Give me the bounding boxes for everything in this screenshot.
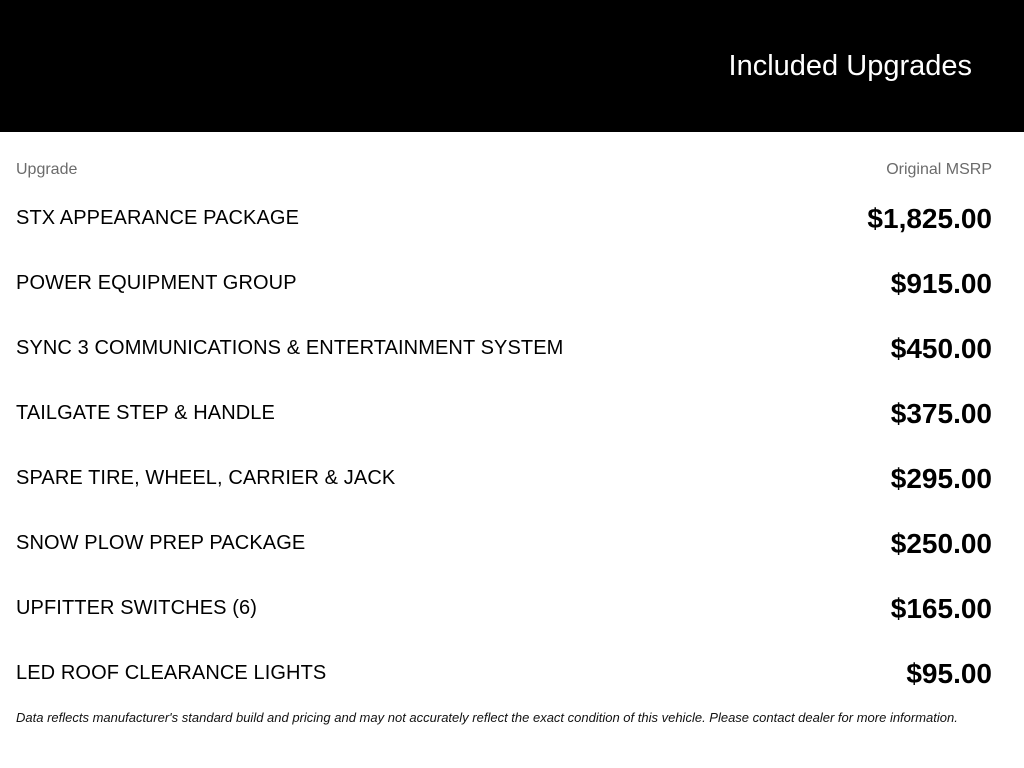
upgrade-price: $450.00 [890,332,992,364]
upgrade-name: POWER EQUIPMENT GROUP [16,272,297,294]
upgrade-name: STX APPEARANCE PACKAGE [16,207,300,229]
table-body [16,186,992,706]
column-header-msrp: Original MSRP [886,161,992,178]
table-row [16,316,992,381]
table-header [16,158,992,182]
upgrade-price: $1,825.00 [867,202,992,234]
page-title: Included Upgrades [728,50,972,82]
upgrades-table [0,158,1024,725]
table-row [16,576,992,641]
upgrade-price: $295.00 [890,462,992,494]
upgrade-price: $165.00 [890,592,992,624]
table-row [16,186,992,251]
upgrade-price: $915.00 [890,267,992,299]
upgrade-name: TAILGATE STEP & HANDLE [16,402,275,424]
table-row [16,641,992,706]
upgrade-name: SNOW PLOW PREP PACKAGE [16,532,306,554]
column-header-upgrade: Upgrade [16,161,78,178]
disclaimer-text: Data reflects manufacturer's standard build and pricing and may not accurately reflect the exact condition of this vehicle. Please contact dealer for more information. [16,710,958,725]
table-row [16,381,992,446]
upgrade-name: SYNC 3 COMMUNICATIONS & ENTERTAINMENT SYSTEM [16,337,564,359]
upgrade-name: LED ROOF CLEARANCE LIGHTS [16,662,327,684]
upgrade-name: UPFITTER SWITCHES (6) [16,597,257,619]
upgrade-price: $250.00 [890,527,992,559]
upgrade-price: $95.00 [906,657,992,689]
header-banner [0,0,1024,132]
upgrade-price: $375.00 [890,397,992,429]
table-row [16,511,992,576]
table-row [16,446,992,511]
table-row [16,251,992,316]
upgrade-name: SPARE TIRE, WHEEL, CARRIER & JACK [16,467,396,489]
